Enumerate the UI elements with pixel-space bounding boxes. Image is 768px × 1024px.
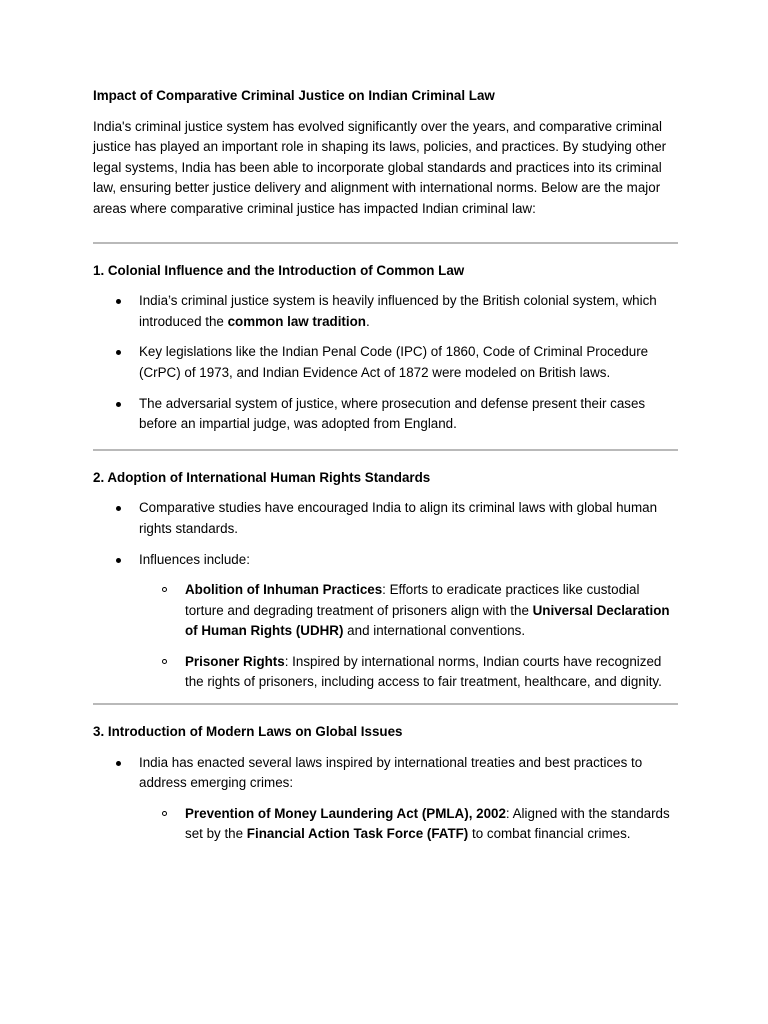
list-item bbox=[93, 550, 678, 694]
sub-list-item bbox=[139, 804, 678, 845]
list-item bbox=[93, 291, 678, 332]
sub-list-item bbox=[139, 580, 678, 642]
sub-list-item bbox=[139, 652, 678, 693]
section-heading-colonial-influence: 1. Colonial Influence and the Introduction of Common Law bbox=[93, 262, 465, 278]
bullet-list bbox=[93, 291, 678, 435]
section-divider bbox=[93, 242, 678, 244]
list-item-text: and international conventions. bbox=[343, 623, 526, 639]
section-divider bbox=[93, 703, 678, 705]
hollow-bullet-icon bbox=[162, 811, 167, 816]
bold-phrase: common law tradition bbox=[227, 313, 366, 329]
intro-paragraph: India's criminal justice system has evolved significantly over the years, and comparative criminal justice has played an important role in shaping its laws, policies, and practices. By studying other legal systems, India has been able to incorporate global standards and practices into its criminal law, ensuring better justice delivery and alignment with international norms. Below are the major areas where comparative criminal justice has impacted Indian criminal law: bbox=[93, 118, 667, 216]
section-heading-modern-laws: 3. Introduction of Modern Laws on Global Issues bbox=[93, 724, 403, 740]
sub-bullet-list bbox=[139, 580, 678, 693]
list-item-text: The adversarial system of justice, where prosecution and defense present their cases before an impartial judge, was adopted from England. bbox=[139, 395, 646, 432]
bold-phrase: Universal Declaration of Human Rights (UDHR) bbox=[185, 602, 670, 639]
list-item-text: : Efforts to eradicate practices like custodial torture and degrading treatment of prisoners align with the bbox=[185, 582, 640, 618]
bullet-dot-icon bbox=[116, 402, 121, 407]
list-item-text: Influences include: bbox=[139, 551, 250, 567]
list-item-text: . bbox=[365, 313, 370, 329]
bold-phrase: Prevention of Money Laundering Act (PMLA), 2002 bbox=[185, 805, 506, 821]
list-item bbox=[93, 342, 678, 383]
list-item bbox=[93, 498, 678, 539]
sub-bullet-list bbox=[139, 804, 678, 845]
hollow-bullet-icon bbox=[162, 659, 167, 664]
bullet-dot-icon bbox=[116, 299, 121, 304]
hollow-bullet-icon bbox=[162, 587, 167, 592]
bullet-dot-icon bbox=[116, 350, 121, 355]
list-item-text: Key legislations like the Indian Penal Code (IPC) of 1860, Code of Criminal Procedure (CrPC) of 1973, and Indian Evidence Act of 1872 were modeled on British laws. bbox=[139, 344, 649, 380]
bold-phrase: Prisoner Rights bbox=[185, 653, 285, 669]
bullet-list bbox=[93, 753, 678, 845]
list-item-text: to combat financial crimes. bbox=[468, 826, 631, 842]
document-body bbox=[93, 86, 678, 855]
list-item bbox=[93, 394, 678, 435]
bold-phrase: Abolition of Inhuman Practices bbox=[185, 582, 383, 598]
bullet-dot-icon bbox=[116, 506, 121, 511]
bullet-dot-icon bbox=[116, 558, 121, 563]
bullet-list bbox=[93, 498, 678, 693]
list-item-text: : Inspired by international norms, Indian courts have recognized the rights of prisoners, including access to fair treatment, healthcare, and dignity. bbox=[185, 653, 662, 690]
section-heading-human-rights: 2. Adoption of International Human Rights Standards bbox=[93, 469, 431, 485]
section-divider bbox=[93, 449, 678, 451]
list-item-text: Comparative studies have encouraged India to align its criminal laws with global human rights standards. bbox=[139, 500, 658, 536]
list-item-text: India’s criminal justice system is heavily influenced by the British colonial system, which introduced the bbox=[139, 293, 657, 329]
bullet-dot-icon bbox=[116, 761, 121, 766]
list-item-text: India has enacted several laws inspired by international treaties and best practices to address emerging crimes: bbox=[139, 754, 643, 791]
list-item-text: : Aligned with the standards set by the bbox=[185, 805, 670, 842]
list-item bbox=[93, 753, 678, 845]
bold-phrase: Financial Action Task Force (FATF) bbox=[246, 826, 469, 842]
document-title: Impact of Comparative Criminal Justice on Indian Criminal Law bbox=[93, 88, 495, 103]
